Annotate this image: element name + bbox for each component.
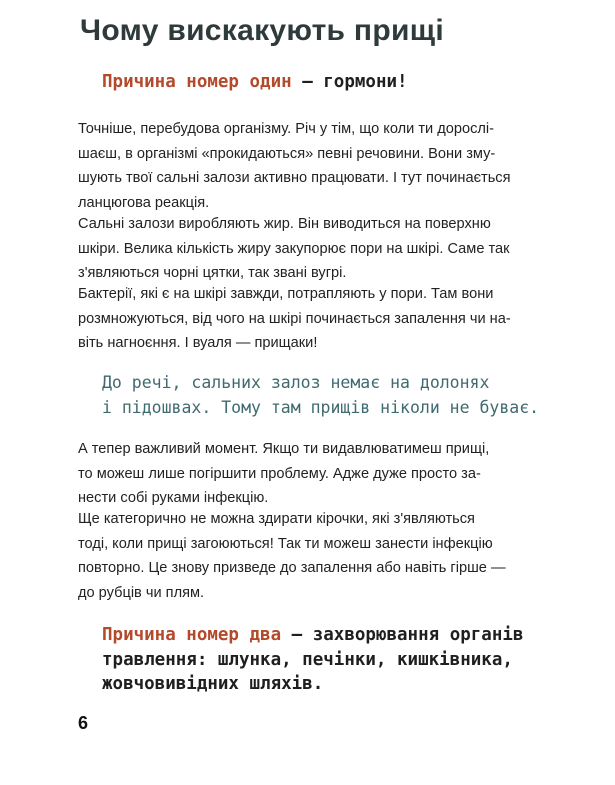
callout-line: і підошвах. Тому там прищів ніколи не буває.: [102, 398, 540, 417]
text-line: А тепер важливий момент. Якщо ти видавлюватимеш прищі,: [78, 441, 490, 457]
fun-fact-callout: [102, 370, 562, 420]
text-line: Точніше, перебудова організму. Річ у тім, що коли ти дорослі-: [78, 121, 495, 137]
page-number: 6: [78, 713, 89, 733]
text-line: то можеш лише погіршити проблему. Адже дуже просто за-: [78, 465, 481, 482]
cause-one-heading: [102, 70, 408, 94]
text-line: Сальні залози виробляють жир. Він виводиться на поверхню: [78, 216, 491, 232]
heading-line: травлення: шлунка, печінки, кишківника,: [102, 649, 513, 670]
text-line: ланцюгова реакція.: [78, 194, 210, 211]
cause-two-text: — захворювання органів: [281, 625, 524, 645]
cause-one-text: — гормони!: [291, 72, 408, 92]
text-line: повторно. Це знову призведе до запалення або навіть гірше —: [78, 560, 506, 576]
page-title: Чому вискакують прищі: [80, 14, 444, 47]
text-line: Ще категорично не можна здирати кірочки, які з'являються: [78, 511, 475, 527]
paragraph-4: [78, 437, 548, 511]
paragraph-1: [78, 117, 548, 215]
cause-one-label: Причина номер один: [102, 72, 292, 92]
text-line: шують твої сальні залози активно працювати. І тут починається: [78, 170, 511, 186]
paragraph-2: [78, 212, 548, 286]
heading-line: жовчовивідних шляхів.: [102, 674, 324, 694]
text-line: до рубців чи плям.: [78, 584, 205, 601]
cause-two-label: Причина номер два: [102, 625, 282, 645]
heading-line: [102, 623, 562, 648]
text-line: віть нагноєння. І вуаля — прищаки!: [78, 335, 318, 351]
text-line: нести собі руками інфекцію.: [78, 490, 269, 506]
text-line: тоді, коли прищі загоюються! Так ти можеш занести інфекцію: [78, 535, 493, 552]
cause-two-heading: [102, 623, 562, 697]
text-line: Бактерії, які є на шкірі завжди, потрапляють у пори. Там вони: [78, 286, 494, 302]
paragraph-3: [78, 282, 548, 356]
text-line: шаєш, в організмі «прокидаються» певні речовини. Вони зму-: [78, 145, 496, 162]
paragraph-5: [78, 507, 548, 605]
text-line: шкіри. Велика кількість жиру закупорює пори на шкірі. Саме так: [78, 240, 510, 257]
callout-line: До речі, сальних залоз немає на долонях: [102, 373, 490, 392]
text-line: з'являються чорні цятки, так звані вугрі.: [78, 265, 347, 281]
text-line: розмножуються, від чого на шкірі починається запалення чи на-: [78, 310, 511, 327]
